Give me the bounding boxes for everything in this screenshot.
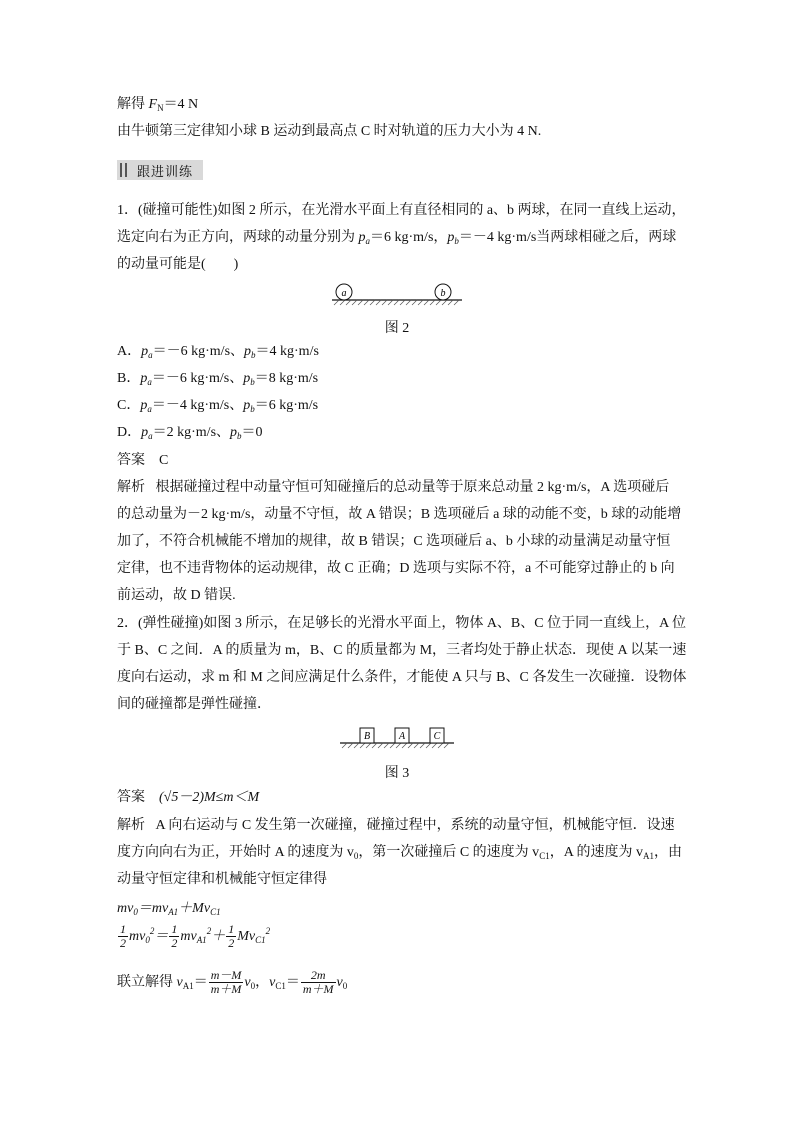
q1-analysis-1: 解析 根据碰撞过程中动量守恒可知碰撞后的总动量等于原来总动量 2 kg·m/s，A 选项碰后 xyxy=(117,480,670,495)
figure-2-balls xyxy=(330,282,465,308)
q2-line-4: 间的碰撞都是弹性碰撞． xyxy=(117,697,271,712)
ground-hatch xyxy=(334,300,459,305)
equation-energy: $\frac{1}{2}$ $mv_0^2=$ $\frac{1}{2}$ $mv_{A1}^2+$ $\frac{1}{2}$ $Mv_{C1}^2$ xyxy=(120,922,271,951)
q2-analysis-3: 动量守恒定律和机械能守恒定律得 xyxy=(117,872,327,887)
q1-answer: 答案 C xyxy=(117,453,169,468)
q2-line-1: 2．(弹性碰撞)如图 3 所示，在足够长的光滑水平面上，物体 A、B、C 位于同一直线上，A 位 xyxy=(117,616,686,631)
newton-third-law-line: 由牛顿第三定律知小球 B 运动到最高点 C 时对轨道的压力大小为 4 N. xyxy=(117,124,542,139)
equation-momentum: $mv_0=mv_{A1}+Mv_{C1}$ xyxy=(117,901,221,917)
section-header xyxy=(117,160,203,180)
solution-line: 解得 $F_N=4$ N xyxy=(117,97,199,113)
block-a-label: A xyxy=(398,731,406,742)
q2-line-2: 于 B、C 之间．A 的质量为 m，B、C 的质量都为 M，三者均处于静止状态．现使 A 以某一速 xyxy=(117,643,687,658)
ground-hatch xyxy=(342,743,449,748)
block-c-label: C xyxy=(433,731,441,742)
section-title: 跟进训练 xyxy=(137,164,194,179)
q1-analysis-5: 前运动，故 D 错误. xyxy=(117,588,236,603)
figure-3-blocks xyxy=(338,724,456,750)
q1-analysis-2: 的总动量为－2 kg·m/s，动量不守恒，故 A 错误；B 选项碰后 a 球的动能不变，b 球的动能增 xyxy=(117,507,682,522)
ball-b-label: b xyxy=(440,288,446,299)
q2-analysis-2: 度方向向右为正，开始时 A 的速度为 $v_0$，第一次碰撞后 C 的速度为 $v_{C1}$，A 的速度为 $v_{A1}$，由 xyxy=(117,845,683,861)
q1-analysis-4: 定律，也不违背物体的运动规律，故 C 正确；D 选项与实际不符，a 不可能穿过静止的 b 向 xyxy=(117,561,675,576)
equation-solution: 联立解得 $v_{A1}=$ $\frac{m-M}{m+M}$ $v_0$，$v_{C1}=$ $\frac{2m}{m+M}$ $v_0$ xyxy=(117,968,348,997)
q1-line-3: 的动量可能是( ) xyxy=(117,257,239,272)
block-b-label: B xyxy=(363,731,371,742)
q2-answer: 答案 (√5－2)M≤m＜M xyxy=(117,790,260,805)
option-b: B．$p_a=-6$ kg·m/s、$p_b=8$ kg·m/s xyxy=(117,371,319,387)
q1-line-2: 选定向右为正方向，两球的动量分别为 $p_a=6$ kg·m/s，$p_b=-4$ kg·m/s当两球相碰之后，两球 xyxy=(117,230,677,246)
option-a: A．$p_a=-6$ kg·m/s、$p_b=4$ kg·m/s xyxy=(117,344,319,360)
figure-3-caption: 图 3 xyxy=(384,766,410,781)
option-d: D．$p_a=2$ kg·m/s、$p_b=0$ xyxy=(117,425,263,441)
q1-line-1: 1．(碰撞可能性)如图 2 所示，在光滑水平面上有直径相同的 a、b 两球，在同一直线上运动， xyxy=(117,203,686,218)
q2-analysis-1: 解析 A 向右运动与 C 发生第一次碰撞，碰撞过程中，系统的动量守恒，机械能守恒．设速 xyxy=(117,818,675,833)
ball-a-label: a xyxy=(341,288,347,299)
q1-analysis-3: 加了，不符合机械能不增加的规律，故 B 错误；C 选项碰后 a、b 小球的动量满足动量守恒 xyxy=(117,534,671,549)
option-c: C．$p_a=-4$ kg·m/s、$p_b=6$ kg·m/s xyxy=(117,398,319,414)
section-bars-icon xyxy=(120,163,127,177)
figure-2-caption: 图 2 xyxy=(384,321,410,336)
q2-line-3: 度向右运动，求 m 和 M 之间应满足什么条件，才能使 A 只与 B、C 各发生一次碰撞．设物体 xyxy=(117,670,687,685)
